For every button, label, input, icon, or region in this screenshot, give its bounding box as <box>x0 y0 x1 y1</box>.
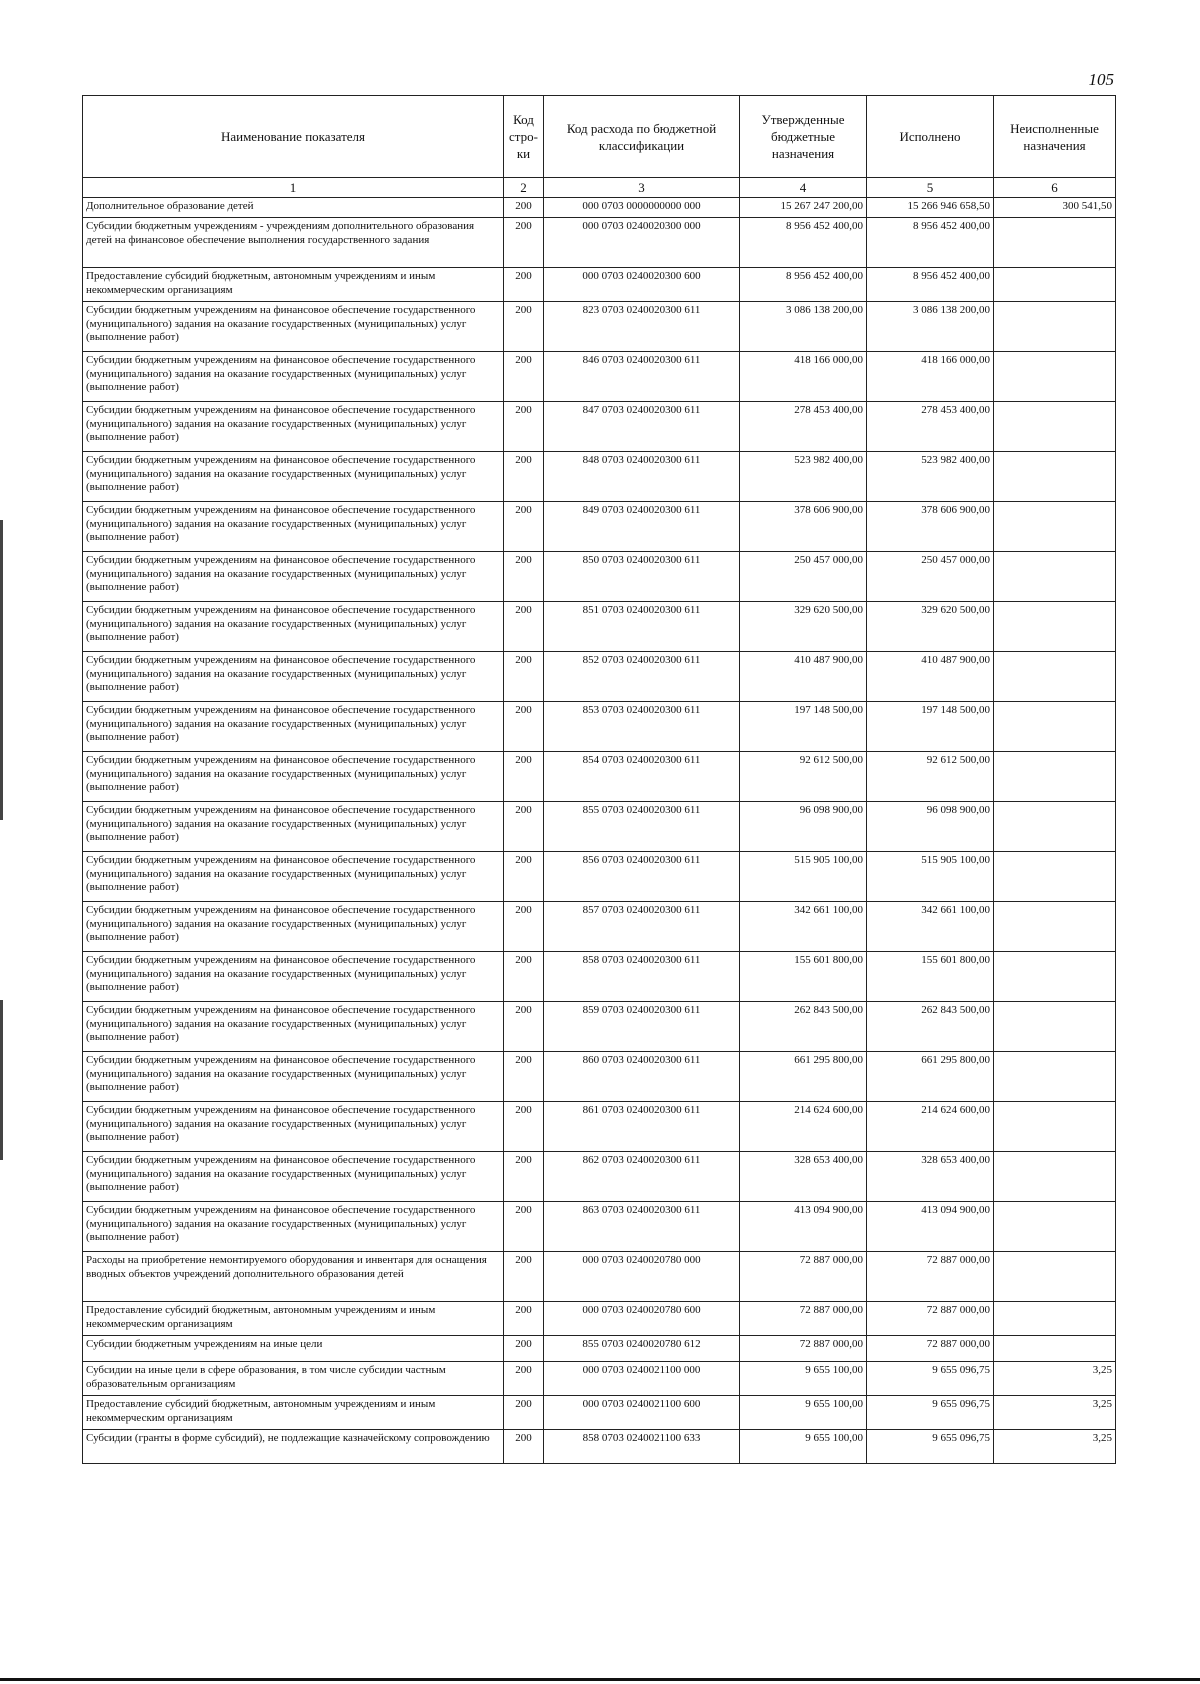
row-name: Субсидии бюджетным учреждениям на финансовое обеспечение государственного (муниципального) задания на оказание государственных (муниципальных) услуг (выполнение работ) <box>83 402 504 452</box>
table-row <box>83 702 1116 752</box>
row-name: Субсидии бюджетным учреждениям на финансовое обеспечение государственного (муниципального) задания на оказание государственных (муниципальных) услуг (выполнение работ) <box>83 852 504 902</box>
row-unexecuted <box>994 1102 1116 1152</box>
table-row <box>83 1252 1116 1302</box>
row-name: Субсидии бюджетным учреждениям на финансовое обеспечение государственного (муниципального) задания на оказание государственных (муниципальных) услуг (выполнение работ) <box>83 802 504 852</box>
row-line-code: 200 <box>504 198 544 218</box>
table-row <box>83 1202 1116 1252</box>
table-row <box>83 752 1116 802</box>
row-line-code: 200 <box>504 1430 544 1464</box>
row-executed: 72 887 000,00 <box>867 1302 994 1336</box>
row-executed: 413 094 900,00 <box>867 1202 994 1252</box>
row-unexecuted <box>994 852 1116 902</box>
row-unexecuted <box>994 1002 1116 1052</box>
header-unexecuted: Неисполненные назначения <box>994 96 1116 178</box>
row-executed: 661 295 800,00 <box>867 1052 994 1102</box>
row-approved: 278 453 400,00 <box>740 402 867 452</box>
row-expense-code: 863 0703 0240020300 611 <box>544 1202 740 1252</box>
row-approved: 8 956 452 400,00 <box>740 218 867 268</box>
row-name: Субсидии бюджетным учреждениям на финансовое обеспечение государственного (муниципального) задания на оказание государственных (муниципальных) услуг (выполнение работ) <box>83 1002 504 1052</box>
row-line-code: 200 <box>504 268 544 302</box>
row-expense-code: 000 0703 0240020300 600 <box>544 268 740 302</box>
row-executed: 523 982 400,00 <box>867 452 994 502</box>
column-number: 5 <box>867 178 994 198</box>
row-name: Субсидии бюджетным учреждениям на финансовое обеспечение государственного (муниципального) задания на оказание государственных (муниципальных) услуг (выполнение работ) <box>83 602 504 652</box>
row-name: Субсидии бюджетным учреждениям на финансовое обеспечение государственного (муниципального) задания на оказание государственных (муниципальных) услуг (выполнение работ) <box>83 1202 504 1252</box>
row-executed: 328 653 400,00 <box>867 1152 994 1202</box>
row-name: Расходы на приобретение немонтируемого оборудования и инвентаря для оснащения вводных объектов учреждений дополнительного образования детей <box>83 1252 504 1302</box>
row-unexecuted <box>994 1052 1116 1102</box>
table-row <box>83 1052 1116 1102</box>
row-expense-code: 853 0703 0240020300 611 <box>544 702 740 752</box>
row-expense-code: 855 0703 0240020300 611 <box>544 802 740 852</box>
row-expense-code: 851 0703 0240020300 611 <box>544 602 740 652</box>
row-unexecuted <box>994 602 1116 652</box>
row-line-code: 200 <box>504 752 544 802</box>
row-executed: 410 487 900,00 <box>867 652 994 702</box>
row-line-code: 200 <box>504 952 544 1002</box>
row-line-code: 200 <box>504 452 544 502</box>
table-row <box>83 1102 1116 1152</box>
page-number: 105 <box>1088 70 1114 89</box>
page-bottom-rule <box>0 1678 1200 1681</box>
row-executed: 197 148 500,00 <box>867 702 994 752</box>
header-approved: Утвержденные бюджетные назначения <box>740 96 867 178</box>
row-line-code: 200 <box>504 1052 544 1102</box>
row-line-code: 200 <box>504 1302 544 1336</box>
row-name: Дополнительное образование детей <box>83 198 504 218</box>
column-number: 2 <box>504 178 544 198</box>
row-approved: 214 624 600,00 <box>740 1102 867 1152</box>
row-line-code: 200 <box>504 1202 544 1252</box>
row-expense-code: 860 0703 0240020300 611 <box>544 1052 740 1102</box>
row-executed: 8 956 452 400,00 <box>867 218 994 268</box>
table-row <box>83 602 1116 652</box>
table-row <box>83 198 1116 218</box>
table-header-row <box>83 96 1116 178</box>
row-unexecuted <box>994 752 1116 802</box>
row-name: Субсидии бюджетным учреждениям на финансовое обеспечение государственного (муниципального) задания на оказание государственных (муниципальных) услуг (выполнение работ) <box>83 352 504 402</box>
row-line-code: 200 <box>504 1102 544 1152</box>
row-name: Предоставление субсидий бюджетным, автономным учреждениям и иным некоммерческим организациям <box>83 1396 504 1430</box>
column-number: 4 <box>740 178 867 198</box>
table-row <box>83 1002 1116 1052</box>
row-approved: 378 606 900,00 <box>740 502 867 552</box>
scan-edge-mark <box>0 1000 3 1160</box>
row-approved: 342 661 100,00 <box>740 902 867 952</box>
column-number-row <box>83 178 1116 198</box>
row-name: Субсидии бюджетным учреждениям на финансовое обеспечение государственного (муниципального) задания на оказание государственных (муниципальных) услуг (выполнение работ) <box>83 452 504 502</box>
row-expense-code: 856 0703 0240020300 611 <box>544 852 740 902</box>
row-executed: 92 612 500,00 <box>867 752 994 802</box>
table-row <box>83 402 1116 452</box>
row-approved: 3 086 138 200,00 <box>740 302 867 352</box>
table-row <box>83 218 1116 268</box>
row-approved: 72 887 000,00 <box>740 1336 867 1362</box>
header-line-code: Код стро-ки <box>504 96 544 178</box>
row-expense-code: 846 0703 0240020300 611 <box>544 352 740 402</box>
row-approved: 262 843 500,00 <box>740 1002 867 1052</box>
row-approved: 197 148 500,00 <box>740 702 867 752</box>
row-expense-code: 862 0703 0240020300 611 <box>544 1152 740 1202</box>
row-unexecuted <box>994 702 1116 752</box>
row-name: Субсидии бюджетным учреждениям на иные цели <box>83 1336 504 1362</box>
row-executed: 515 905 100,00 <box>867 852 994 902</box>
row-name: Субсидии бюджетным учреждениям на финансовое обеспечение государственного (муниципального) задания на оказание государственных (муниципальных) услуг (выполнение работ) <box>83 702 504 752</box>
table-row <box>83 802 1116 852</box>
row-approved: 155 601 800,00 <box>740 952 867 1002</box>
row-expense-code: 000 0703 0240020300 000 <box>544 218 740 268</box>
row-line-code: 200 <box>504 1336 544 1362</box>
row-unexecuted <box>994 552 1116 602</box>
row-executed: 214 624 600,00 <box>867 1102 994 1152</box>
row-approved: 328 653 400,00 <box>740 1152 867 1202</box>
row-executed: 329 620 500,00 <box>867 602 994 652</box>
column-number: 1 <box>83 178 504 198</box>
row-unexecuted <box>994 1252 1116 1302</box>
row-expense-code: 847 0703 0240020300 611 <box>544 402 740 452</box>
table-row <box>83 652 1116 702</box>
row-approved: 72 887 000,00 <box>740 1302 867 1336</box>
row-expense-code: 852 0703 0240020300 611 <box>544 652 740 702</box>
row-expense-code: 823 0703 0240020300 611 <box>544 302 740 352</box>
row-executed: 72 887 000,00 <box>867 1252 994 1302</box>
row-executed: 418 166 000,00 <box>867 352 994 402</box>
row-approved: 8 956 452 400,00 <box>740 268 867 302</box>
row-line-code: 200 <box>504 1252 544 1302</box>
row-name: Субсидии (гранты в форме субсидий), не подлежащие казначейскому сопровождению <box>83 1430 504 1464</box>
table-row <box>83 352 1116 402</box>
row-unexecuted: 3,25 <box>994 1362 1116 1396</box>
row-approved: 9 655 100,00 <box>740 1396 867 1430</box>
column-number: 3 <box>544 178 740 198</box>
row-executed: 72 887 000,00 <box>867 1336 994 1362</box>
row-executed: 9 655 096,75 <box>867 1430 994 1464</box>
row-approved: 72 887 000,00 <box>740 1252 867 1302</box>
row-unexecuted <box>994 268 1116 302</box>
table-row <box>83 1430 1116 1464</box>
row-executed: 96 098 900,00 <box>867 802 994 852</box>
table-row <box>83 1336 1116 1362</box>
row-line-code: 200 <box>504 1396 544 1430</box>
table-row <box>83 1396 1116 1430</box>
row-executed: 278 453 400,00 <box>867 402 994 452</box>
row-approved: 9 655 100,00 <box>740 1430 867 1464</box>
table-row <box>83 1302 1116 1336</box>
row-name: Субсидии бюджетным учреждениям на финансовое обеспечение государственного (муниципального) задания на оказание государственных (муниципальных) услуг (выполнение работ) <box>83 952 504 1002</box>
row-unexecuted <box>994 1202 1116 1252</box>
table-row <box>83 552 1116 602</box>
row-executed: 9 655 096,75 <box>867 1362 994 1396</box>
row-executed: 9 655 096,75 <box>867 1396 994 1430</box>
table-row <box>83 1152 1116 1202</box>
table-row <box>83 302 1116 352</box>
row-approved: 329 620 500,00 <box>740 602 867 652</box>
row-approved: 15 267 247 200,00 <box>740 198 867 218</box>
column-number: 6 <box>994 178 1116 198</box>
row-expense-code: 848 0703 0240020300 611 <box>544 452 740 502</box>
row-name: Субсидии на иные цели в сфере образования, в том числе субсидии частным образовательным организациям <box>83 1362 504 1396</box>
row-line-code: 200 <box>504 218 544 268</box>
table-row <box>83 902 1116 952</box>
row-line-code: 200 <box>504 552 544 602</box>
row-line-code: 200 <box>504 1362 544 1396</box>
row-expense-code: 857 0703 0240020300 611 <box>544 902 740 952</box>
row-line-code: 200 <box>504 652 544 702</box>
row-name: Предоставление субсидий бюджетным, автономным учреждениям и иным некоммерческим организациям <box>83 1302 504 1336</box>
header-executed: Исполнено <box>867 96 994 178</box>
row-expense-code: 000 0703 0240021100 000 <box>544 1362 740 1396</box>
row-executed: 250 457 000,00 <box>867 552 994 602</box>
row-executed: 155 601 800,00 <box>867 952 994 1002</box>
scan-edge-mark <box>0 520 3 820</box>
row-approved: 96 098 900,00 <box>740 802 867 852</box>
row-executed: 378 606 900,00 <box>867 502 994 552</box>
row-approved: 413 094 900,00 <box>740 1202 867 1252</box>
row-executed: 8 956 452 400,00 <box>867 268 994 302</box>
row-line-code: 200 <box>504 1002 544 1052</box>
table-row <box>83 1362 1116 1396</box>
row-name: Субсидии бюджетным учреждениям на финансовое обеспечение государственного (муниципального) задания на оказание государственных (муниципальных) услуг (выполнение работ) <box>83 1152 504 1202</box>
table-row <box>83 452 1116 502</box>
table-row <box>83 268 1116 302</box>
row-expense-code: 859 0703 0240020300 611 <box>544 1002 740 1052</box>
row-unexecuted <box>994 1152 1116 1202</box>
row-approved: 523 982 400,00 <box>740 452 867 502</box>
budget-execution-table <box>82 95 1116 1464</box>
row-name: Субсидии бюджетным учреждениям на финансовое обеспечение государственного (муниципального) задания на оказание государственных (муниципальных) услуг (выполнение работ) <box>83 752 504 802</box>
row-expense-code: 000 0703 0000000000 000 <box>544 198 740 218</box>
row-expense-code: 854 0703 0240020300 611 <box>544 752 740 802</box>
row-line-code: 200 <box>504 902 544 952</box>
row-unexecuted <box>994 452 1116 502</box>
row-expense-code: 849 0703 0240020300 611 <box>544 502 740 552</box>
row-name: Субсидии бюджетным учреждениям - учреждениям дополнительного образования детей на финансовое обеспечение выполнения государственного задания <box>83 218 504 268</box>
row-approved: 418 166 000,00 <box>740 352 867 402</box>
row-approved: 410 487 900,00 <box>740 652 867 702</box>
row-unexecuted <box>994 352 1116 402</box>
row-name: Субсидии бюджетным учреждениям на финансовое обеспечение государственного (муниципального) задания на оказание государственных (муниципальных) услуг (выполнение работ) <box>83 1102 504 1152</box>
row-name: Предоставление субсидий бюджетным, автономным учреждениям и иным некоммерческим организациям <box>83 268 504 302</box>
row-unexecuted <box>994 952 1116 1002</box>
row-approved: 9 655 100,00 <box>740 1362 867 1396</box>
row-expense-code: 000 0703 0240020780 000 <box>544 1252 740 1302</box>
row-approved: 250 457 000,00 <box>740 552 867 602</box>
row-name: Субсидии бюджетным учреждениям на финансовое обеспечение государственного (муниципального) задания на оказание государственных (муниципальных) услуг (выполнение работ) <box>83 502 504 552</box>
row-executed: 262 843 500,00 <box>867 1002 994 1052</box>
row-expense-code: 850 0703 0240020300 611 <box>544 552 740 602</box>
row-line-code: 200 <box>504 702 544 752</box>
row-approved: 515 905 100,00 <box>740 852 867 902</box>
row-line-code: 200 <box>504 502 544 552</box>
row-unexecuted <box>994 218 1116 268</box>
row-unexecuted <box>994 402 1116 452</box>
row-approved: 661 295 800,00 <box>740 1052 867 1102</box>
row-expense-code: 000 0703 0240021100 600 <box>544 1396 740 1430</box>
header-name: Наименование показателя <box>83 96 504 178</box>
row-name: Субсидии бюджетным учреждениям на финансовое обеспечение государственного (муниципального) задания на оказание государственных (муниципальных) услуг (выполнение работ) <box>83 652 504 702</box>
row-name: Субсидии бюджетным учреждениям на финансовое обеспечение государственного (муниципального) задания на оказание государственных (муниципальных) услуг (выполнение работ) <box>83 302 504 352</box>
table-body <box>83 198 1116 1464</box>
row-unexecuted <box>994 902 1116 952</box>
row-expense-code: 855 0703 0240020780 612 <box>544 1336 740 1362</box>
row-line-code: 200 <box>504 802 544 852</box>
row-unexecuted <box>994 502 1116 552</box>
row-unexecuted: 3,25 <box>994 1396 1116 1430</box>
row-name: Субсидии бюджетным учреждениям на финансовое обеспечение государственного (муниципального) задания на оказание государственных (муниципальных) услуг (выполнение работ) <box>83 552 504 602</box>
row-name: Субсидии бюджетным учреждениям на финансовое обеспечение государственного (муниципального) задания на оказание государственных (муниципальных) услуг (выполнение работ) <box>83 1052 504 1102</box>
row-unexecuted <box>994 1302 1116 1336</box>
row-executed: 3 086 138 200,00 <box>867 302 994 352</box>
row-line-code: 200 <box>504 352 544 402</box>
row-expense-code: 858 0703 0240021100 633 <box>544 1430 740 1464</box>
row-expense-code: 861 0703 0240020300 611 <box>544 1102 740 1152</box>
header-expense-code: Код расхода по бюджетной классификации <box>544 96 740 178</box>
row-executed: 342 661 100,00 <box>867 902 994 952</box>
row-unexecuted <box>994 1336 1116 1362</box>
row-line-code: 200 <box>504 602 544 652</box>
row-line-code: 200 <box>504 302 544 352</box>
row-unexecuted <box>994 302 1116 352</box>
row-line-code: 200 <box>504 402 544 452</box>
table-row <box>83 952 1116 1002</box>
row-unexecuted: 300 541,50 <box>994 198 1116 218</box>
row-unexecuted <box>994 802 1116 852</box>
row-unexecuted <box>994 652 1116 702</box>
row-executed: 15 266 946 658,50 <box>867 198 994 218</box>
row-unexecuted: 3,25 <box>994 1430 1116 1464</box>
row-expense-code: 858 0703 0240020300 611 <box>544 952 740 1002</box>
table-row <box>83 502 1116 552</box>
row-approved: 92 612 500,00 <box>740 752 867 802</box>
table-row <box>83 852 1116 902</box>
row-name: Субсидии бюджетным учреждениям на финансовое обеспечение государственного (муниципального) задания на оказание государственных (муниципальных) услуг (выполнение работ) <box>83 902 504 952</box>
row-line-code: 200 <box>504 1152 544 1202</box>
row-expense-code: 000 0703 0240020780 600 <box>544 1302 740 1336</box>
row-line-code: 200 <box>504 852 544 902</box>
